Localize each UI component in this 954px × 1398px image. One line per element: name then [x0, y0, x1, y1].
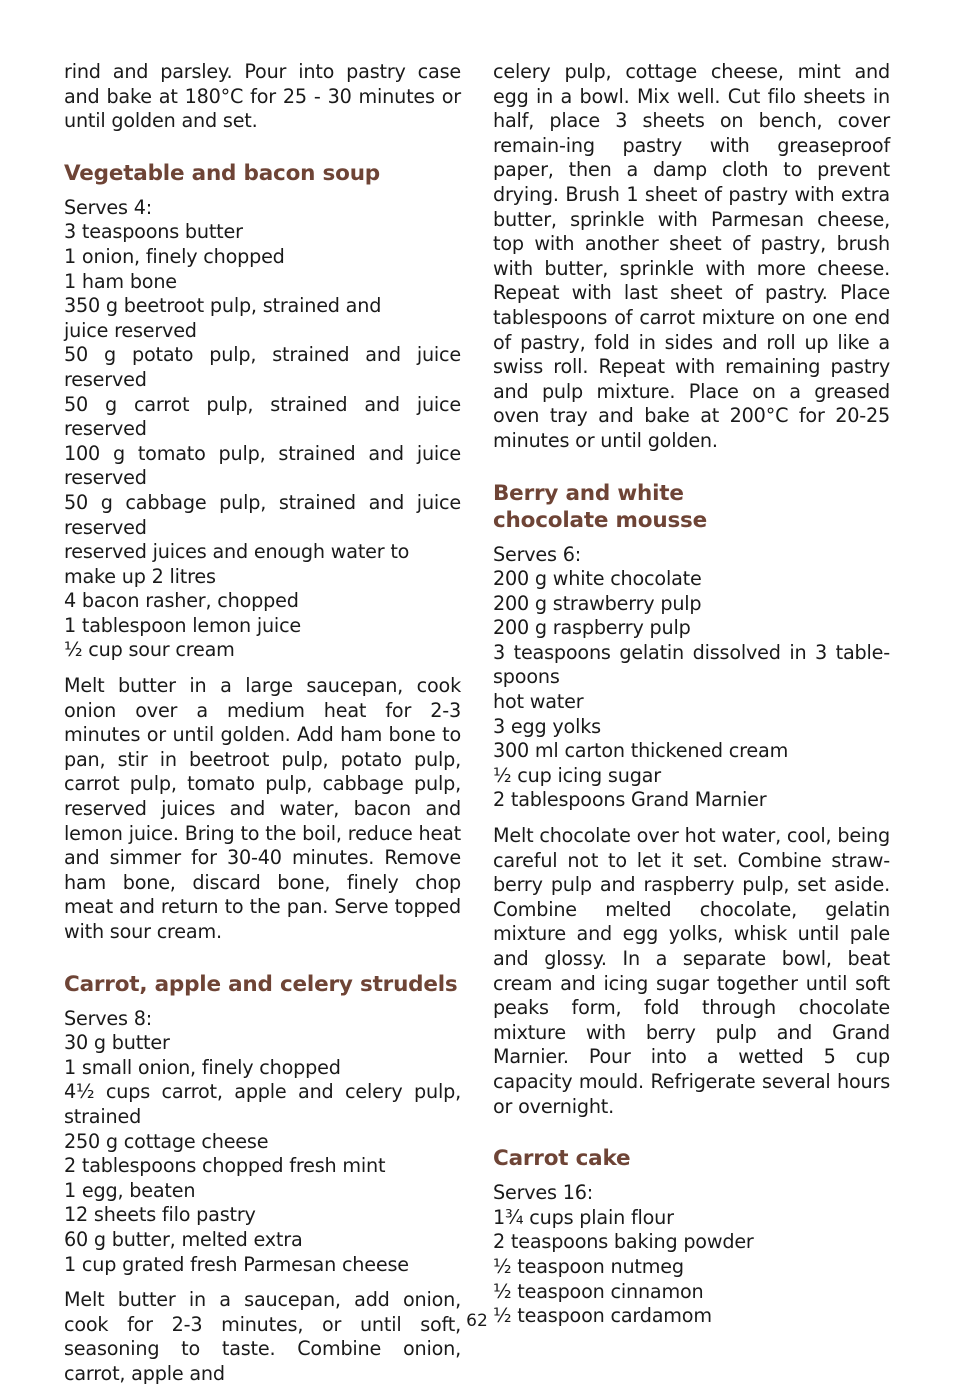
mousse-heading-line1: Berry and white: [493, 480, 684, 506]
ingredient-line: 1 ham bone: [64, 269, 177, 293]
ingredient-line: 300 ml carton thickened cream: [493, 739, 789, 763]
ingredient-line: 12 sheets filo pastry: [64, 1203, 256, 1227]
ingredient-line: 50 g potato pulp, strained and juice reserved: [64, 343, 461, 391]
ingredient-line: ½ cup icing sugar: [493, 763, 661, 787]
ingredient-line: Serves 4:: [64, 195, 153, 219]
ingredient-line: 60 g butter, melted extra: [64, 1227, 303, 1251]
ingredient-line: 2 teaspoons baking powder: [493, 1230, 754, 1254]
ingredient-line: ½ teaspoon nutmeg: [493, 1254, 684, 1278]
ingredient-line: Serves 16:: [493, 1181, 594, 1205]
ingredient-line: 2 tablespoons chopped fresh mint: [64, 1154, 386, 1178]
mousse-ingredients: [493, 543, 890, 814]
ingredient-line: ½ teaspoon cardamom: [493, 1304, 712, 1328]
ingredient-line: ½ cup sour cream: [64, 638, 235, 662]
ingredient-line: 50 g cabbage pulp, strained and juice reserved: [64, 490, 461, 539]
mousse-heading: [493, 480, 890, 534]
mousse-heading-line2: chocolate mousse: [493, 507, 708, 533]
ingredient-line: 200 g white chocolate: [493, 567, 702, 591]
ingredient-line: 1 tablespoon lemon juice: [64, 613, 302, 637]
ingredient-line: 30 g butter: [64, 1031, 170, 1055]
strudels-heading: Carrot, apple and celery strudels: [64, 971, 458, 997]
ingredient-line: 200 g strawberry pulp: [493, 591, 702, 615]
ingredient-line: 200 g raspberry pulp: [493, 616, 691, 640]
strudels-method-continued: celery pulp, cottage cheese, mint and egg in a bowl. Mix well. Cut filo sheets in half, place 3 sheets on bench, cover remain-ing pastry with greaseproof paper, then a damp cloth to prevent drying. Brush 1 sheet of pastry with extra butter, sprinkle with Parmesan cheese, top with another sheet of pastry, brush with butter, sprinkle with more cheese. Repeat with last sheet of pastry. Place tablespoons of carrot mixture on one end of pastry, fold in sides and roll up like a swiss roll. Repeat with remaining pastry and pulp mixture. Place on a greased oven tray and bake at 200°C for 20-25 minutes or until golden.: [493, 60, 890, 452]
cake-heading: Carrot cake: [493, 1146, 631, 1172]
ingredient-line: ½ teaspoon cinnamon: [493, 1279, 704, 1303]
ingredient-line: 1 egg, beaten: [64, 1178, 196, 1202]
ingredient-line: 1 onion, finely chopped: [64, 244, 285, 268]
ingredient-line: 1¾ cups plain flour: [493, 1205, 674, 1229]
ingredient-line: hot water: [493, 690, 584, 714]
ingredient-line: 4 bacon rasher, chopped: [64, 589, 299, 613]
ingredient-line: 250 g cottage cheese: [64, 1129, 269, 1153]
page-number: 62: [466, 1311, 488, 1331]
ingredient-line: 2 tablespoons Grand Marnier: [493, 788, 767, 812]
soup-ingredients: [64, 196, 461, 663]
ingredient-line: 3 teaspoons gelatin dissolved in 3 table-spoons: [493, 640, 890, 689]
right-column: [493, 60, 890, 1340]
ingredient-line: 1 small onion, finely chopped: [64, 1055, 341, 1079]
left-column: [64, 60, 461, 1398]
strudels-method: Melt butter in a saucepan, add onion, cook for 2-3 minutes, or until soft, seasoning to taste. Combine onion, carrot, apple and: [64, 1288, 461, 1385]
ingredient-line: 350 g beetroot pulp, strained and: [64, 294, 382, 318]
mousse-method: Melt chocolate over hot water, cool, being careful not to let it set. Combine straw-berry pulp and raspberry pulp, set aside. Combine melted chocolate, gelatin mixture and egg yolks, whisk until pale and glossy. In a separate bowl, beat cream and icing sugar together until soft peaks form, fold through chocolate mixture with berry pulp and Grand Marnier. Pour into a wetted 5 cup capacity mould. Refrigerate several hours or overnight.: [493, 824, 890, 1118]
soup-method: Melt butter in a large saucepan, cook onion over a medium heat for 2-3 minutes or until golden. Add ham bone to pan, stir in beetroot pulp, potato pulp, carrot pulp, tomato pulp, cabbage pulp, reserved juices and water, bacon and lemon juice. Bring to the boil, reduce heat and simmer for 30-40 minutes. Remove ham bone, discard bone, finely chop meat and return to the pan. Serve topped with sour cream.: [64, 674, 461, 943]
ingredient-line: 3 egg yolks: [493, 714, 601, 738]
ingredient-line: Serves 6:: [493, 542, 582, 566]
ingredient-line: Serves 8:: [64, 1006, 153, 1030]
ingredient-line: make up 2 litres: [64, 564, 216, 588]
ingredient-line: 4½ cups carrot, apple and celery pulp, strained: [64, 1080, 461, 1128]
ingredient-line: juice reserved: [64, 318, 197, 342]
cake-ingredients: [493, 1181, 890, 1329]
ingredient-line: reserved juices and enough water to: [64, 540, 410, 564]
soup-heading: Vegetable and bacon soup: [64, 160, 380, 186]
intro-paragraph: rind and parsley. Pour into pastry case and bake at 180°C for 25 - 30 minutes or until golden and set.: [64, 60, 461, 133]
ingredient-line: 100 g tomato pulp, strained and juice reserved: [64, 441, 461, 490]
ingredient-line: 3 teaspoons butter: [64, 220, 243, 244]
strudels-ingredients: [64, 1007, 461, 1278]
ingredient-line: 50 g carrot pulp, strained and juice reserved: [64, 392, 461, 441]
ingredient-line: 1 cup grated fresh Parmesan cheese: [64, 1252, 409, 1276]
